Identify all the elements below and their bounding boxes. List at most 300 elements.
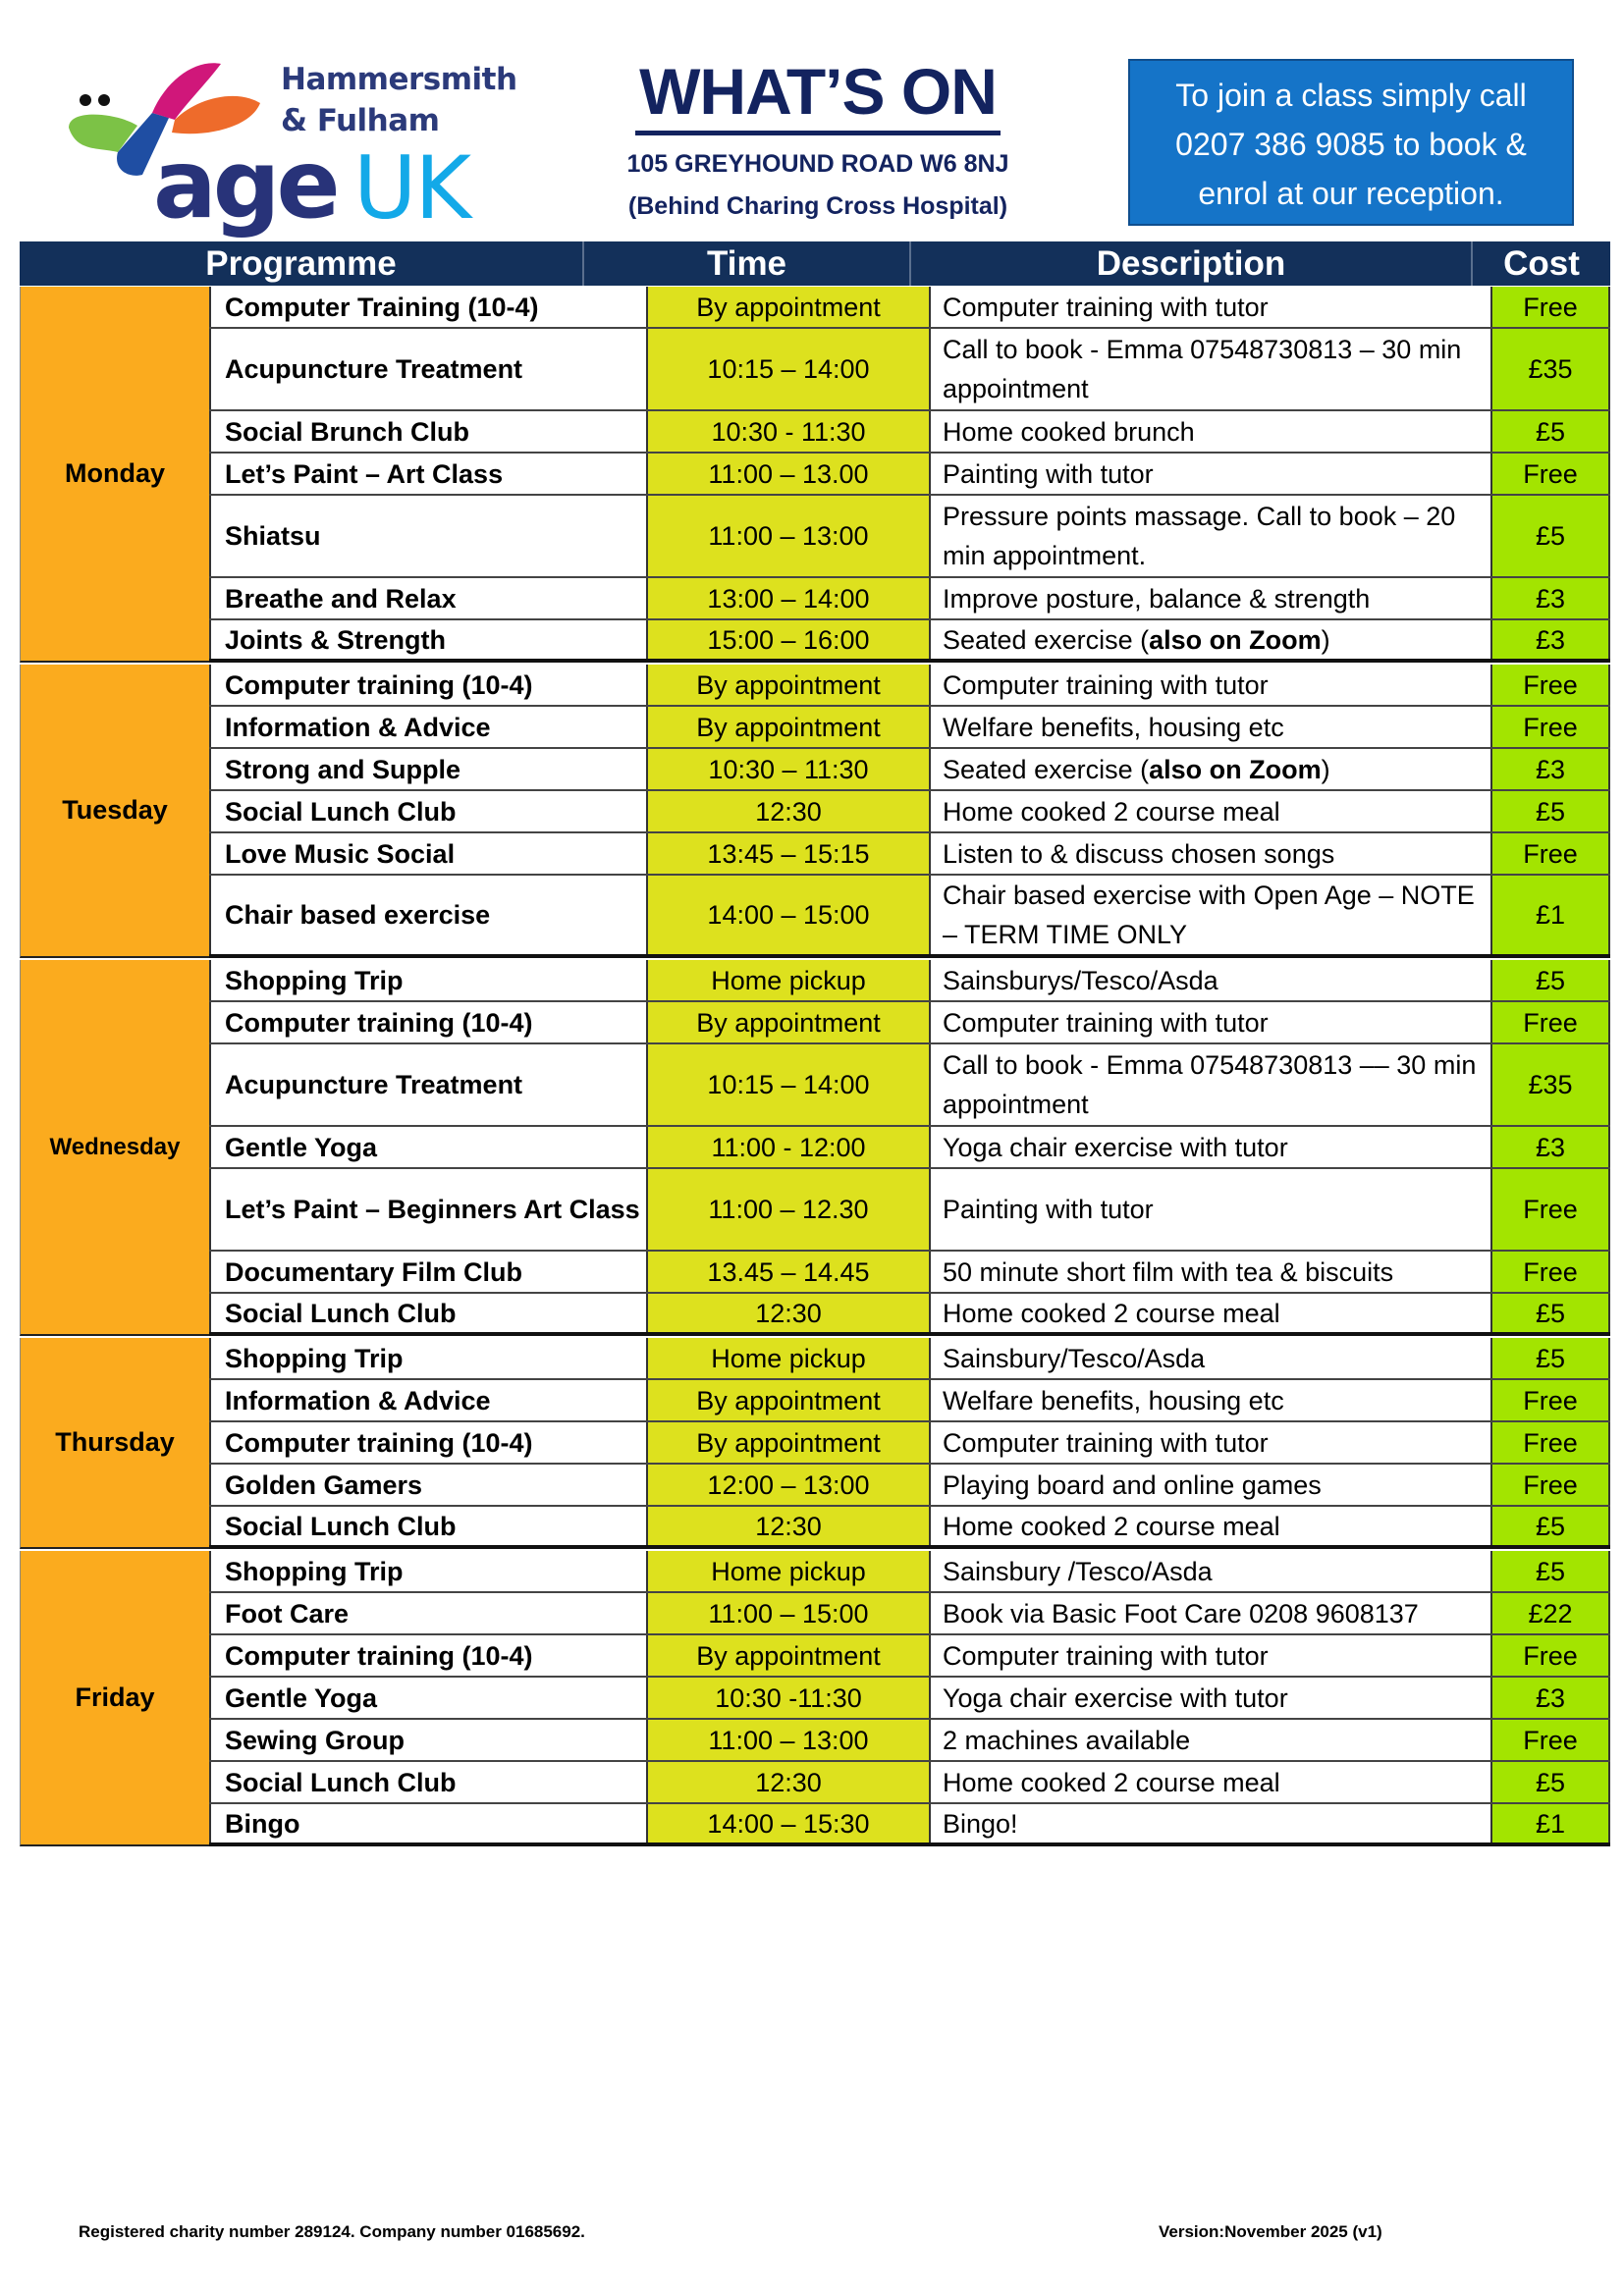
programme-cell — [209, 665, 648, 705]
time-cell-text: Home pickup — [711, 1343, 866, 1373]
time-cell-text: 14:00 – 15:30 — [707, 1808, 870, 1839]
programme-cell — [209, 707, 648, 747]
description-cell — [931, 707, 1492, 747]
column-header-time: Time — [584, 241, 911, 286]
time-cell-text: 11:00 - 12:00 — [711, 1132, 866, 1162]
description-text — [943, 834, 1334, 874]
logo-age-wordmark: age — [153, 130, 337, 240]
table-row — [209, 833, 1610, 876]
time-cell-text: By appointment — [696, 1007, 881, 1038]
time-cell — [648, 1002, 931, 1042]
table-row — [209, 287, 1610, 329]
description-text — [943, 497, 1490, 575]
programme-cell-text: Strong and Supple — [225, 754, 460, 784]
description-cell — [931, 1338, 1492, 1378]
programme-cell — [209, 1338, 648, 1378]
cost-cell — [1492, 454, 1610, 494]
description-text — [943, 579, 1370, 618]
time-cell-text: 12:30 — [755, 796, 822, 827]
programme-cell-text: Computer training (10-4) — [225, 1640, 533, 1671]
programme-cell-text: Shopping Trip — [225, 1343, 404, 1373]
cost-cell — [1492, 1127, 1610, 1167]
description-text — [943, 708, 1284, 747]
description-main: 50 minute short film with tea & biscuits — [943, 1256, 1394, 1287]
table-row — [209, 1380, 1610, 1422]
description-text — [943, 1190, 1154, 1229]
cost-cell — [1492, 1465, 1610, 1505]
programme-cell — [209, 833, 648, 874]
programme-cell — [209, 1294, 648, 1332]
table-row — [209, 1593, 1610, 1635]
description-cell — [931, 1252, 1492, 1292]
cost-cell-text: £35 — [1528, 1070, 1573, 1099]
table-row — [209, 1720, 1610, 1762]
logo-uk-wordmark: UK — [353, 137, 470, 239]
programme-cell-text: Social Lunch Club — [225, 796, 457, 827]
table-row — [209, 1127, 1610, 1169]
description-text — [943, 792, 1280, 831]
cost-cell-text: Free — [1523, 1256, 1578, 1287]
description-text — [943, 1679, 1288, 1718]
time-cell-text: 13:45 – 15:15 — [707, 838, 870, 869]
description-cell — [931, 1804, 1492, 1842]
cost-cell — [1492, 1551, 1610, 1591]
description-text — [943, 961, 1218, 1000]
programme-cell-text: Social Brunch Club — [225, 416, 470, 447]
cost-cell-text: £1 — [1535, 900, 1566, 930]
programme-cell — [209, 1678, 648, 1718]
cost-cell — [1492, 1252, 1610, 1292]
description-main: Seated exercise ( — [943, 624, 1150, 655]
logo-line-fulham: & Fulham — [281, 103, 440, 138]
time-cell-text: 11:00 – 15:00 — [708, 1598, 869, 1629]
description-main: Sainsbury /Tesco/Asda — [943, 1556, 1213, 1586]
time-cell — [648, 665, 931, 705]
time-cell-text: 10:30 -11:30 — [715, 1682, 862, 1713]
table-row — [209, 791, 1610, 833]
table-row — [209, 749, 1610, 791]
time-cell-text: 10:15 – 14:00 — [707, 1070, 870, 1099]
page-title: WHAT’S ON — [635, 54, 1001, 135]
description-text — [943, 876, 1490, 954]
table-header — [20, 241, 1610, 286]
time-cell-text: 12:30 — [755, 1767, 822, 1797]
description-main: Call to book - Emma 07548730813 –– 30 min appointment — [943, 1050, 1477, 1119]
time-cell — [648, 1593, 931, 1633]
programme-cell — [209, 749, 648, 789]
time-cell — [648, 1720, 931, 1760]
programme-cell-text: Social Lunch Club — [225, 1298, 457, 1328]
cost-cell — [1492, 620, 1610, 659]
time-cell-text: 12:30 — [755, 1298, 822, 1328]
address-note: (Behind Charing Cross Hospital) — [627, 192, 1008, 220]
cost-cell — [1492, 1422, 1610, 1463]
programme-cell — [209, 876, 648, 954]
description-text — [943, 666, 1269, 705]
time-cell — [648, 1635, 931, 1676]
description-main: Improve posture, balance & strength — [943, 583, 1371, 614]
time-cell — [648, 833, 931, 874]
programme-cell-text: Sewing Group — [225, 1725, 406, 1755]
description-text — [943, 330, 1490, 408]
time-cell — [648, 287, 931, 327]
description-cell — [931, 665, 1492, 705]
table-row — [209, 578, 1610, 620]
address: 105 GREYHOUND ROAD W6 8NJ — [626, 150, 1009, 178]
time-cell — [648, 454, 931, 494]
cost-cell — [1492, 411, 1610, 452]
cost-cell — [1492, 1635, 1610, 1676]
cost-cell-text: £35 — [1528, 354, 1573, 384]
description-main: Chair based exercise with Open Age – NOTE – TERM TIME ONLY — [943, 881, 1475, 949]
cost-cell — [1492, 707, 1610, 747]
description-main: Home cooked 2 course meal — [943, 1298, 1280, 1328]
table-row — [209, 707, 1610, 749]
cost-cell — [1492, 876, 1610, 954]
description-text — [943, 1594, 1419, 1633]
description-cell — [931, 578, 1492, 618]
programme-cell — [209, 1804, 648, 1842]
description-cell — [931, 960, 1492, 1000]
cost-cell — [1492, 1002, 1610, 1042]
join-info-box — [1128, 59, 1574, 226]
time-cell — [648, 1380, 931, 1420]
description-main: Computer training with tutor — [943, 1640, 1269, 1671]
description-cell — [931, 411, 1492, 452]
description-cell — [931, 1169, 1492, 1250]
table-row — [209, 1678, 1610, 1720]
table-row — [209, 620, 1610, 663]
cost-cell-text: Free — [1523, 1007, 1578, 1038]
time-cell-text: By appointment — [696, 1427, 881, 1458]
time-cell — [648, 1252, 931, 1292]
table-row — [209, 411, 1610, 454]
column-header-programme: Programme — [20, 241, 584, 286]
cost-cell-text: Free — [1523, 1195, 1578, 1224]
cost-cell-text: £5 — [1535, 1556, 1566, 1586]
description-cell — [931, 287, 1492, 327]
cost-cell — [1492, 1507, 1610, 1545]
day-label-monday: Monday — [20, 287, 209, 663]
description-main: Computer training with tutor — [943, 1427, 1269, 1458]
description-main: Computer training with tutor — [943, 292, 1269, 322]
time-cell — [648, 1507, 931, 1545]
description-cell — [931, 1762, 1492, 1802]
time-cell-text: 10:30 - 11:30 — [711, 416, 866, 447]
cost-cell-text: Free — [1523, 838, 1578, 869]
cost-cell — [1492, 1593, 1610, 1633]
programme-cell — [209, 1252, 648, 1292]
footer-version: Version:November 2025 (v1) — [1159, 2222, 1382, 2241]
programme-cell — [209, 1762, 648, 1802]
cost-cell — [1492, 578, 1610, 618]
table-row — [209, 1252, 1610, 1294]
cost-cell — [1492, 287, 1610, 327]
programme-cell-text: Computer training (10-4) — [225, 1427, 533, 1458]
cost-cell-text: Free — [1523, 292, 1578, 322]
description-cell — [931, 1465, 1492, 1505]
time-cell-text: 13.45 – 14.45 — [707, 1256, 870, 1287]
cost-cell-text: £5 — [1535, 1767, 1566, 1797]
programme-cell-text: Bingo — [225, 1808, 300, 1839]
description-cell — [931, 620, 1492, 659]
cost-cell-text: £5 — [1535, 1298, 1566, 1328]
programme-cell-text: Golden Gamers — [225, 1469, 423, 1500]
programme-cell — [209, 1593, 648, 1633]
description-text — [943, 1128, 1288, 1167]
programme-cell-text: Let’s Paint – Art Class — [225, 458, 504, 489]
time-cell-text: By appointment — [696, 712, 881, 742]
programme-cell-text: Joints & Strength — [225, 624, 447, 655]
time-cell — [648, 1044, 931, 1125]
time-cell — [648, 1127, 931, 1167]
table-row — [209, 1338, 1610, 1380]
description-main: Painting with tutor — [943, 458, 1154, 489]
cost-cell — [1492, 1294, 1610, 1332]
cost-cell — [1492, 665, 1610, 705]
description-tail: ) — [1321, 754, 1330, 784]
description-cell — [931, 1127, 1492, 1167]
table-row — [209, 1169, 1610, 1252]
programme-cell-text: Information & Advice — [225, 712, 491, 742]
cost-cell-text: £5 — [1535, 1511, 1566, 1541]
table-row — [209, 1294, 1610, 1336]
cost-cell-text: £1 — [1535, 1808, 1566, 1839]
programme-cell — [209, 1002, 648, 1042]
cost-cell — [1492, 496, 1610, 576]
description-cell — [931, 876, 1492, 954]
description-main: Bingo! — [943, 1808, 1018, 1839]
description-cell — [931, 833, 1492, 874]
description-text — [943, 750, 1330, 789]
title-block — [585, 54, 1051, 221]
time-cell-text: 11:00 – 13:00 — [708, 521, 869, 551]
programme-cell-text: Chair based exercise — [225, 900, 491, 930]
description-main: Pressure points massage. Call to book – 20 min appointment. — [943, 502, 1456, 570]
description-cell — [931, 496, 1492, 576]
cost-cell — [1492, 1380, 1610, 1420]
cost-cell-text: £22 — [1528, 1598, 1573, 1629]
programme-cell — [209, 454, 648, 494]
join-line-2: 0207 386 9085 to book & — [1175, 127, 1527, 162]
time-cell — [648, 411, 931, 452]
description-main: 2 machines available — [943, 1725, 1191, 1755]
cost-cell — [1492, 1044, 1610, 1125]
description-emphasis: also on Zoom — [1149, 624, 1322, 655]
programme-cell — [209, 1635, 648, 1676]
table-row — [209, 454, 1610, 496]
cost-cell-text: Free — [1523, 1427, 1578, 1458]
cost-cell — [1492, 1169, 1610, 1250]
description-main: Painting with tutor — [943, 1195, 1154, 1224]
description-main: Welfare benefits, housing etc — [943, 1385, 1284, 1415]
description-main: Listen to & discuss chosen songs — [943, 838, 1335, 869]
cost-cell-text: £5 — [1535, 965, 1566, 995]
description-main: Home cooked brunch — [943, 416, 1195, 447]
time-cell-text: 13:00 – 14:00 — [707, 583, 870, 614]
cost-cell-text: £5 — [1535, 521, 1566, 551]
time-cell — [648, 329, 931, 409]
table-row — [209, 1635, 1610, 1678]
day-label-tuesday: Tuesday — [20, 665, 209, 958]
programme-cell-text: Breathe and Relax — [225, 583, 457, 614]
cost-cell-text: Free — [1523, 1385, 1578, 1415]
description-cell — [931, 1678, 1492, 1718]
cost-cell-text: Free — [1523, 1725, 1578, 1755]
description-text — [943, 1466, 1322, 1505]
cost-cell-text: Free — [1523, 1469, 1578, 1500]
time-cell — [648, 1551, 931, 1591]
table-row — [209, 665, 1610, 707]
time-cell — [648, 1678, 931, 1718]
table-row — [209, 329, 1610, 411]
programme-cell-text: Gentle Yoga — [225, 1682, 378, 1713]
cost-cell — [1492, 1678, 1610, 1718]
table-row — [209, 1507, 1610, 1549]
time-cell — [648, 1338, 931, 1378]
description-text — [943, 1045, 1490, 1124]
description-text — [943, 1339, 1205, 1378]
time-cell — [648, 707, 931, 747]
description-cell — [931, 1044, 1492, 1125]
programme-cell-text: Acupuncture Treatment — [225, 1070, 523, 1099]
time-cell-text: Home pickup — [711, 1556, 866, 1586]
table-row — [209, 1002, 1610, 1044]
cost-cell-text: Free — [1523, 458, 1578, 489]
description-cell — [931, 1294, 1492, 1332]
time-cell — [648, 578, 931, 618]
description-main: Sainsbury/Tesco/Asda — [943, 1343, 1206, 1373]
description-main: Computer training with tutor — [943, 669, 1269, 700]
cost-cell-text: £5 — [1535, 1343, 1566, 1373]
programme-cell — [209, 1380, 648, 1420]
description-main: Home cooked 2 course meal — [943, 1511, 1280, 1541]
description-text — [943, 412, 1195, 452]
time-cell — [648, 876, 931, 954]
description-text — [943, 1423, 1269, 1463]
programme-cell-text: Computer training (10-4) — [225, 669, 533, 700]
cost-cell — [1492, 329, 1610, 409]
programme-cell — [209, 496, 648, 576]
programme-cell — [209, 411, 648, 452]
description-text — [943, 1381, 1284, 1420]
cost-cell — [1492, 1804, 1610, 1842]
programme-cell-text: Foot Care — [225, 1598, 350, 1629]
time-cell-text: By appointment — [696, 1640, 881, 1671]
time-cell — [648, 1294, 931, 1332]
description-text — [943, 1003, 1269, 1042]
programme-cell — [209, 1422, 648, 1463]
description-main: Home cooked 2 course meal — [943, 1767, 1280, 1797]
column-header-cost: Cost — [1503, 244, 1580, 283]
description-main: Book via Basic Foot Care 0208 9608137 — [943, 1598, 1419, 1629]
programme-cell — [209, 1507, 648, 1545]
time-cell — [648, 1465, 931, 1505]
day-label-thursday: Thursday — [20, 1338, 209, 1549]
table-row — [209, 1762, 1610, 1804]
cost-cell — [1492, 960, 1610, 1000]
description-cell — [931, 1507, 1492, 1545]
cost-cell-text: £3 — [1535, 1682, 1566, 1713]
programme-cell-text: Documentary Film Club — [225, 1256, 523, 1287]
time-cell — [648, 1422, 931, 1463]
programme-cell-text: Social Lunch Club — [225, 1511, 457, 1541]
description-main: Playing board and online games — [943, 1469, 1322, 1500]
programme-cell-text: Computer training (10-4) — [225, 1007, 533, 1038]
programme-cell-text: Computer Training (10-4) — [225, 292, 539, 322]
cost-cell-text: £3 — [1535, 1132, 1566, 1162]
programme-cell-text: Shopping Trip — [225, 1556, 404, 1586]
description-cell — [931, 1635, 1492, 1676]
time-cell — [648, 791, 931, 831]
time-cell-text: 11:00 – 13:00 — [708, 1725, 869, 1755]
description-main: Welfare benefits, housing etc — [943, 712, 1284, 742]
programme-cell — [209, 578, 648, 618]
description-main: Yoga chair exercise with tutor — [943, 1132, 1288, 1162]
description-text — [943, 1721, 1190, 1760]
time-cell-text: 14:00 – 15:00 — [707, 900, 870, 930]
description-cell — [931, 1380, 1492, 1420]
cost-cell — [1492, 1762, 1610, 1802]
description-main: Home cooked 2 course meal — [943, 796, 1280, 827]
description-text — [943, 288, 1269, 327]
time-cell — [648, 1804, 931, 1842]
cost-cell-text: Free — [1523, 669, 1578, 700]
cost-cell — [1492, 749, 1610, 789]
day-label-friday: Friday — [20, 1551, 209, 1846]
description-text — [943, 454, 1154, 494]
description-main: Call to book - Emma 07548730813 – 30 min appointment — [943, 335, 1462, 403]
programme-cell — [209, 620, 648, 659]
table-row — [209, 876, 1610, 958]
join-line-1: To join a class simply call — [1175, 78, 1527, 113]
cost-cell — [1492, 1720, 1610, 1760]
cost-cell-text: Free — [1523, 1640, 1578, 1671]
cost-cell-text: £5 — [1535, 416, 1566, 447]
cost-cell-text: £5 — [1535, 796, 1566, 827]
programme-cell — [209, 1169, 648, 1250]
programme-cell-text: Let’s Paint – Beginners Art Class — [225, 1195, 640, 1224]
time-cell-text: 12:00 – 13:00 — [707, 1469, 870, 1500]
time-cell-text: By appointment — [696, 1385, 881, 1415]
time-cell-text: 10:15 – 14:00 — [707, 354, 870, 384]
programme-cell — [209, 1044, 648, 1125]
time-cell-text: 11:00 – 12.30 — [708, 1195, 869, 1224]
cost-cell-text: £3 — [1535, 583, 1566, 614]
programme-cell — [209, 791, 648, 831]
programme-cell-text: Information & Advice — [225, 1385, 491, 1415]
programme-cell — [209, 1720, 648, 1760]
time-cell — [648, 749, 931, 789]
time-cell — [648, 620, 931, 659]
time-cell-text: By appointment — [696, 669, 881, 700]
description-text — [943, 620, 1330, 660]
description-text — [943, 1507, 1280, 1546]
cost-cell-text: £3 — [1535, 754, 1566, 784]
cost-cell — [1492, 1338, 1610, 1378]
table-row — [209, 1422, 1610, 1465]
cost-cell — [1492, 833, 1610, 874]
programme-cell-text: Social Lunch Club — [225, 1767, 457, 1797]
time-cell — [648, 960, 931, 1000]
join-line-3: enrol at our reception. — [1198, 176, 1504, 211]
description-cell — [931, 1593, 1492, 1633]
description-text — [943, 1552, 1213, 1591]
cost-cell — [1492, 791, 1610, 831]
programme-cell-text: Gentle Yoga — [225, 1132, 378, 1162]
description-text — [943, 1763, 1280, 1802]
description-cell — [931, 1551, 1492, 1591]
